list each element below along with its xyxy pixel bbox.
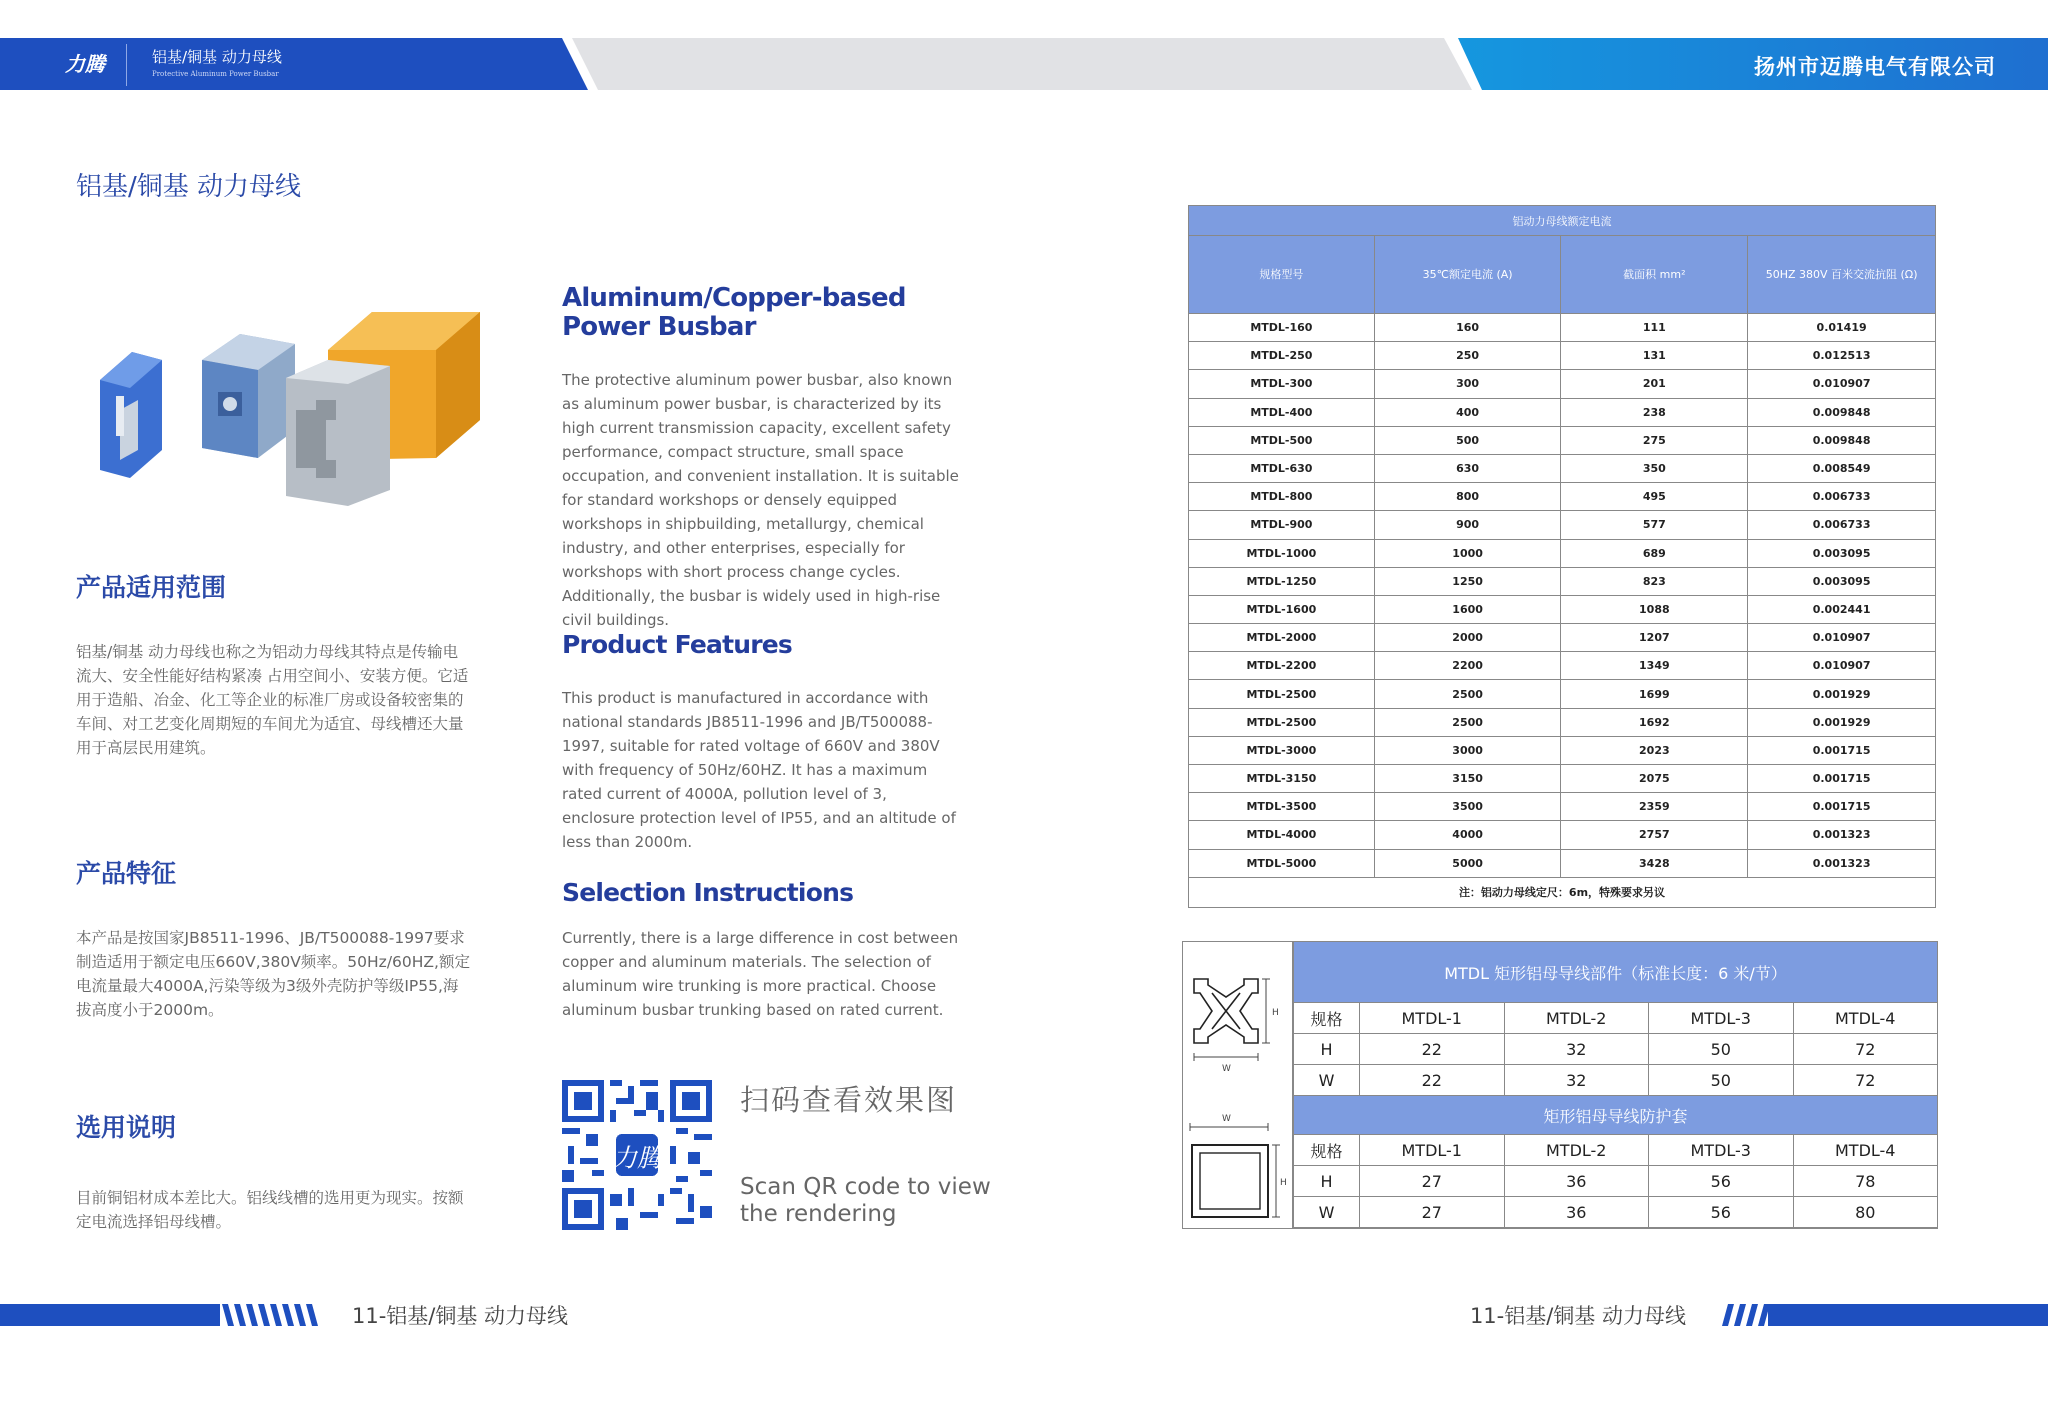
english-title: Aluminum/Copper-based Power Busbar [562,283,906,342]
product-features-heading: Product Features [562,630,792,659]
company-logo: 力腾 [65,52,105,76]
table-cell: 0.001715 [1748,765,1936,793]
table-cell: H [1294,1034,1360,1065]
table-cell: 689 [1561,539,1748,567]
table-row [1189,426,1936,454]
table-cell: MTDL-900 [1189,511,1375,539]
table-cell: MTDL-800 [1189,483,1375,511]
qr-caption-english: Scan QR code to view the rendering [740,1174,991,1227]
company-name: 扬州市迈腾电气有限公司 [1754,55,1996,79]
table-row [1189,398,1936,426]
table-cell: MTDL-1600 [1189,595,1375,623]
table-cell: 577 [1561,511,1748,539]
table-cell: 2075 [1561,765,1748,793]
qr-logo: 力腾 [611,1143,663,1173]
table-cell: 2500 [1374,708,1561,736]
table-cell: MTDL-160 [1189,314,1375,342]
header-band-middle [572,38,1472,90]
table-cell: MTDL-3 [1649,1135,1794,1166]
table-cell: 0.01419 [1748,314,1936,342]
table-cell: 0.002441 [1748,595,1936,623]
table-cell: 5000 [1374,849,1561,877]
table-cell: W [1294,1065,1360,1096]
table-cell: 22 [1360,1034,1505,1065]
table-row [1294,1197,1938,1228]
footer-bar-left [0,1304,220,1326]
table-row [1189,708,1936,736]
table-cell: MTDL-4 [1793,1003,1938,1034]
table-cell: 0.006733 [1748,483,1936,511]
table-cell: 2500 [1374,680,1561,708]
table-cell: 630 [1374,454,1561,482]
table-cell: 1207 [1561,624,1748,652]
table-cell: MTDL-5000 [1189,849,1375,877]
busbar-product-image [90,300,480,510]
table-cell: MTDL-3150 [1189,765,1375,793]
table-cell: MTDL-300 [1189,370,1375,398]
table-cell: 250 [1374,342,1561,370]
table-cell: 0.010907 [1748,652,1936,680]
table-cell: 56 [1649,1197,1794,1228]
table-cell: H [1294,1166,1360,1197]
dimension-w-label: W [1222,1114,1231,1124]
table-cell: 2200 [1374,652,1561,680]
table-cell: MTDL-2 [1504,1003,1649,1034]
table-caption: 铝动力母线额定电流 [1189,206,1936,236]
table-cell: 0.009848 [1748,426,1936,454]
table-cell: 2757 [1561,821,1748,849]
header-subtitle: Protective Aluminum Power Busbar [152,70,279,78]
table-row [1189,849,1936,877]
table-cell: 72 [1793,1034,1938,1065]
table-cell: 27 [1360,1166,1505,1197]
table-cell: 50 [1649,1034,1794,1065]
table-cell: 275 [1561,426,1748,454]
orange-busbar-housing [286,312,480,506]
features-heading: 产品特征 [76,859,177,888]
footer-stripes-left [222,1304,324,1326]
table-header: 截面积 mm² [1561,236,1748,314]
table-row [1189,511,1936,539]
table-cell: 0.001929 [1748,708,1936,736]
table-cell: 900 [1374,511,1561,539]
header-title: 铝基/铜基 动力母线 [152,48,282,66]
table-note: 注：铝动力母线定尺：6m，特殊要求另议 [1189,877,1936,907]
table-row [1189,765,1936,793]
footer-page-label-right: 11-铝基/铜基 动力母线 [1469,1304,1686,1328]
table-cell: 1692 [1561,708,1748,736]
table-cell: 823 [1561,567,1748,595]
table-cell: 规格 [1294,1135,1360,1166]
table-cell: MTDL-4 [1793,1135,1938,1166]
table-cell: 2023 [1561,736,1748,764]
table-cell: 27 [1360,1197,1505,1228]
table-cell: 0.009848 [1748,398,1936,426]
rated-current-table [1188,205,1936,908]
table-row [1189,454,1936,482]
table-cell: 0.001715 [1748,736,1936,764]
table-cell: MTDL-2 [1504,1135,1649,1166]
table-header: 50HZ 380V 百米交流抗阻 (Ω) [1748,236,1936,314]
table-cell: MTDL-3 [1649,1003,1794,1034]
table-cell: 238 [1561,398,1748,426]
sleeve-header-row [1294,1135,1938,1166]
table-cell: MTDL-1000 [1189,539,1375,567]
table-cell: 0.001323 [1748,821,1936,849]
footer-page-label-left: 11-铝基/铜基 动力母线 [352,1304,569,1328]
table-cell: MTDL-400 [1189,398,1375,426]
table-cell: 1600 [1374,595,1561,623]
profile-diagram-cell [1182,941,1293,1229]
header-divider [126,44,127,86]
component-header-row [1294,1003,1938,1034]
table-cell: MTDL-2500 [1189,680,1375,708]
table-cell: 3500 [1374,793,1561,821]
dimension-h-label: H [1272,1008,1279,1018]
table-cell: 400 [1374,398,1561,426]
table-cell: 50 [1649,1065,1794,1096]
table-row [1294,1065,1938,1096]
table-cell: 300 [1374,370,1561,398]
table-cell: 80 [1793,1197,1938,1228]
table-row [1294,1034,1938,1065]
table-cell: 1349 [1561,652,1748,680]
table-cell: 0.010907 [1748,370,1936,398]
table-cell: MTDL-630 [1189,454,1375,482]
table-header: 规格型号 [1189,236,1375,314]
table-cell: 3150 [1374,765,1561,793]
table-cell: 0.008549 [1748,454,1936,482]
table-row [1189,483,1936,511]
table-cell: MTDL-2200 [1189,652,1375,680]
english-intro: The protective aluminum power busbar, also known as aluminum power busbar, is characterized by its high current transmission capacity, excellent safety performance, compact structure, small space occupation, and convenient installation. It is suitable for standard workshops or densely equipped workshops in shipbuilding, metallurgy, chemical industry, and other enterprises, especially for workshops with short process change cycles. Additionally, the busbar is widely used in high-rise civil buildings. [562,371,959,629]
table-cell: 32 [1504,1065,1649,1096]
table-cell: 201 [1561,370,1748,398]
table-cell: 22 [1360,1065,1505,1096]
table-row [1189,595,1936,623]
sleeve-profile-icon [1192,1145,1268,1217]
table-cell: 0.003095 [1748,539,1936,567]
table-cell: 0.001323 [1748,849,1936,877]
table-cell: 0.010907 [1748,624,1936,652]
table-row [1189,567,1936,595]
table-row [1189,314,1936,342]
page-title: 铝基/铜基 动力母线 [76,172,302,202]
table-cell: MTDL-500 [1189,426,1375,454]
table-cell: 1699 [1561,680,1748,708]
dimension-h-label: H [1280,1178,1287,1188]
table-cell: 78 [1793,1166,1938,1197]
table-row [1189,736,1936,764]
table-cell: MTDL-4000 [1189,821,1375,849]
table-cell: 2359 [1561,793,1748,821]
scope-heading: 产品适用范围 [76,573,227,602]
features-text: 本产品是按国家JB8511-1996、JB/T500088-1997要求制造适用于额定电压660V,380V频率。50Hz/60HZ,额定电流量最大4000A,污染等级为3级外壳防护等级IP55,海拔高度小于2000m。 [76,929,470,1019]
table-cell: 500 [1374,426,1561,454]
selection-heading: 选用说明 [76,1113,177,1142]
qr-caption-chinese: 扫码查看效果图 [740,1083,958,1117]
table-row [1189,680,1936,708]
table-cell: 0.003095 [1748,567,1936,595]
table-cell: 800 [1374,483,1561,511]
table-cell: 1088 [1561,595,1748,623]
table-cell: 72 [1793,1065,1938,1096]
selection-instructions-heading: Selection Instructions [562,878,854,907]
table-cell: 131 [1561,342,1748,370]
table-row [1189,370,1936,398]
table-cell: 350 [1561,454,1748,482]
component-table-band: MTDL 矩形铝母导线部件（标准长度：6 米/节） [1294,942,1938,1003]
profile-diagrams [1182,941,1293,1229]
table-cell: MTDL-1 [1360,1135,1505,1166]
table-cell: 56 [1649,1166,1794,1197]
table-row [1189,624,1936,652]
table-cell: 1000 [1374,539,1561,567]
selection-instructions-text: Currently, there is a large difference in cost between copper and aluminum materials. The selection of aluminum wire trunking is more practical. Choose aluminum busbar trunking based on rated current. [562,929,959,1019]
scope-text: 铝基/铜基 动力母线也称之为铝动力母线其特点是传输电流大、安全性能好结构紧凑 占用空间小、安装方便。它适用于造船、冶金、化工等企业的标准厂房或设备较密集的车间、对工艺变化周期短的车间尤为适宜、母线槽还大量用于高层民用建筑。 [76,643,469,757]
table-cell: MTDL-1 [1360,1003,1505,1034]
table-cell: 2000 [1374,624,1561,652]
table-cell: MTDL-3000 [1189,736,1375,764]
table-cell: 4000 [1374,821,1561,849]
table-cell: 0.012513 [1748,342,1936,370]
table-cell: MTDL-2500 [1189,708,1375,736]
conductor-profile-icon [1194,979,1258,1043]
table-row [1189,342,1936,370]
table-row [1189,793,1936,821]
table-cell: 495 [1561,483,1748,511]
table-cell: W [1294,1197,1360,1228]
table-cell: MTDL-3500 [1189,793,1375,821]
table-cell: 3428 [1561,849,1748,877]
table-row [1189,821,1936,849]
table-cell: 36 [1504,1197,1649,1228]
footer-bar-right [1768,1304,2048,1326]
table-cell: MTDL-250 [1189,342,1375,370]
table-cell: 0.001715 [1748,793,1936,821]
small-busbar-profile [100,352,162,478]
sleeve-table-band: 矩形铝母导线防护套 [1294,1096,1938,1135]
selection-text: 目前铜铝材成本差比大。铝线线槽的选用更为现实。按额定电流选择铝母线槽。 [76,1189,464,1231]
table-row [1294,1166,1938,1197]
table-row [1189,652,1936,680]
table-cell: MTDL-1250 [1189,567,1375,595]
product-features-text: This product is manufactured in accordance with national standards JB8511-1996 and JB/T500088-1997, suitable for rated voltage of 660V and 380V with frequency of 50Hz/60HZ. It has a maximum rated current of 4000A, pollution level of 3, enclosure protection level of IP55, and an altitude of less than 2000m. [562,689,956,851]
table-row [1189,539,1936,567]
component-table [1293,941,1938,1228]
table-cell: 规格 [1294,1003,1360,1034]
qr-code[interactable] [562,1080,712,1230]
table-cell: 111 [1561,314,1748,342]
medium-busbar-profile [202,334,295,458]
table-cell: 0.001929 [1748,680,1936,708]
table-cell: 36 [1504,1166,1649,1197]
dimension-w-label: W [1222,1064,1231,1074]
table-cell: 32 [1504,1034,1649,1065]
table-cell: MTDL-2000 [1189,624,1375,652]
table-cell: 160 [1374,314,1561,342]
table-cell: 3000 [1374,736,1561,764]
table-cell: 0.006733 [1748,511,1936,539]
table-header: 35℃额定电流 (A) [1374,236,1561,314]
table-cell: 1250 [1374,567,1561,595]
